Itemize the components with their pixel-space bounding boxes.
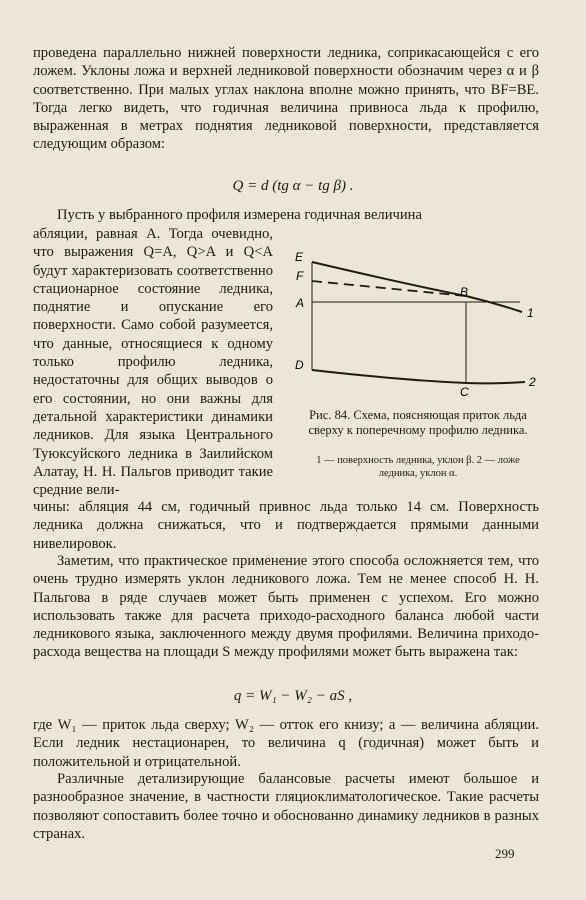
label-A: A xyxy=(296,296,305,310)
glacier-diagram xyxy=(290,243,550,403)
glacier-bed-line xyxy=(312,370,525,383)
formula-Q: Q = d (tg α − tg β) . xyxy=(232,178,354,194)
page-number: 299 xyxy=(495,846,515,861)
figure-legend: 1 — поверхность ледника, уклон β. 2 — ложе ледника, уклон α. xyxy=(316,455,520,479)
paragraph-4: где W₁ — приток льда сверху; W₂ — отток его книзу; a — величина абляции. Если ледник нестационарен, то величина q (годичная) может быть и положительной и отрицательной. xyxy=(33,717,539,770)
paragraph-3: Заметим, что практическое применение этого способа осложняется тем, что очень трудно измерять уклон ледникового ложа. Тем не менее способ Н. Н. Пальгова в ряде случаев может быть применен с успехом. Его можно использовать также для расчета приходо-расходного баланса любой части ледникового языка, заключенного между двумя профилями. Величина приходо-расхода вещества на площади S между профилями может быть выражена так: xyxy=(33,553,539,661)
paragraph-2-start: Пусть у выбранного профиля измерена годичная величина xyxy=(57,207,422,223)
paragraph-1: проведена параллельно нижней поверхности ледника, соприкасающейся с его ложем. Уклоны ложа и верхней ледниковой поверхности обозначим через α и β соответственно. При малых углах наклона вполне можно принять, что BF=BE. Тогда легко видеть, что годичная величина привноса льда к профилю, выраженная в метрах поднятия ледниковой поверхности, представляется следующим образом: xyxy=(33,45,539,153)
label-C: C xyxy=(460,385,469,399)
glacier-surface-line xyxy=(312,262,522,312)
label-E: E xyxy=(295,250,304,264)
label-1: 1 xyxy=(527,306,534,320)
paragraph-2-end: чины: абляция 44 см, годичный привнос льда только 14 см. Поверхность ледника должна снижаться, что и подтверждается прямыми данными нивелировок. xyxy=(33,499,539,552)
figure-caption: Рис. 84. Схема, поясняющая приток льда сверху к поперечному профилю ледника. xyxy=(308,408,528,437)
paragraph-2-wrapped: абляции, равная A. Тогда очевидно, что выражения Q=A, Q>A и Q<A будут характеризовать соответственно стационарное состояние ледника, поднятие и опускание его поверхности. Само собой разумеется, что данные, относящиеся к одному только профилю ледника, недостаточны для общих выводов о его состоянии, но они важны для детальной характеристики динамики ледников. Для языка Центрального Туюксуйского ледника в Заилийском Алатау, Н. Н. Пальгов приводит такие средние вели- xyxy=(33,226,273,499)
label-2: 2 xyxy=(529,375,536,389)
formula-q: q = W₁ − W₂ − aS , xyxy=(233,688,353,704)
paragraph-5: Различные детализирующие балансовые расчеты имеют большое и разнообразное значение, в частности гляциоклиматологическое. Такие расчеты позволяют сопоставить более точно и обоснованно динамику ледников в разных странах. xyxy=(33,771,539,842)
label-F: F xyxy=(296,269,304,283)
parallel-dashed-line xyxy=(312,281,466,296)
figure-84 xyxy=(290,243,550,403)
label-B: B xyxy=(460,285,469,299)
label-D: D xyxy=(295,358,304,372)
